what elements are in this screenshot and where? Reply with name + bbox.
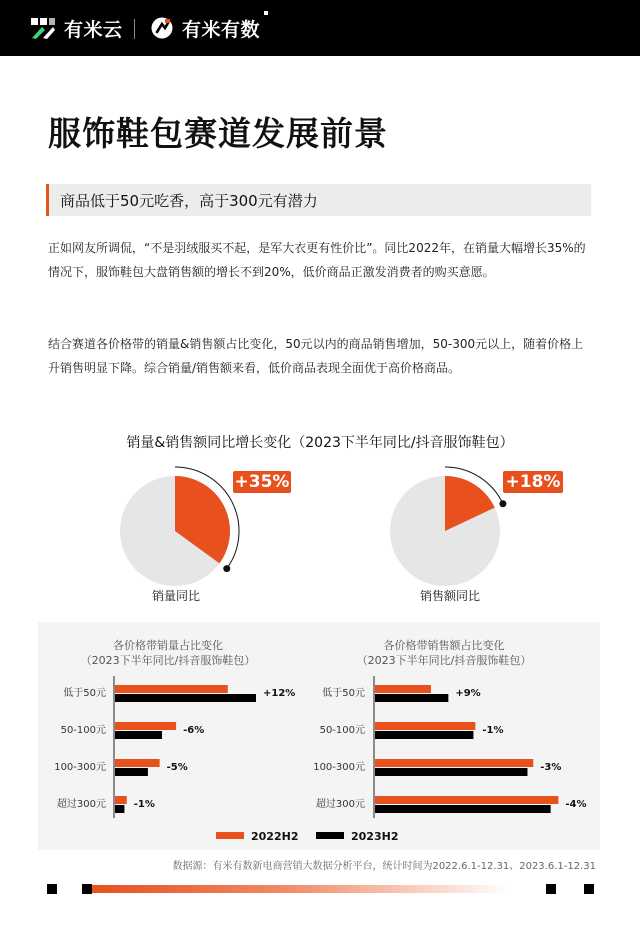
top-bar [0, 0, 640, 56]
legend-2023h2-swatch [316, 832, 344, 839]
legend-2022h2-swatch [216, 832, 244, 839]
footer-square-right-2 [584, 884, 594, 894]
youmiyoushu-logo-icon [150, 16, 174, 40]
bar2-change-label: -4% [565, 799, 587, 810]
bar-charts-svg [38, 622, 600, 850]
legend-2023h2-label: 2023H2 [351, 830, 399, 843]
pie1-badge: +35% [234, 472, 290, 492]
bar1-2022h2-bar [115, 796, 127, 804]
pie2-indicator-dot [499, 500, 506, 507]
brand2-name [182, 15, 260, 42]
bar2-category-label: 100-300元 [313, 762, 365, 773]
footer-gradient-bar [92, 885, 512, 893]
bar2-change-label: -3% [540, 762, 562, 773]
bar2-2022h2-bar [375, 685, 431, 693]
pie2-badge: +18% [503, 471, 563, 493]
footer-square-left-2 [82, 884, 92, 894]
bar2-subtitle: （2023下半年同比/抖音服饰鞋包） [356, 654, 532, 667]
brand2-dot [264, 11, 268, 15]
bar1-title: 各价格带销量占比变化 [113, 639, 223, 652]
bar2-2022h2-bar [375, 759, 533, 767]
legend-2022h2-label: 2022H2 [251, 830, 299, 843]
bar1-category-label: 100-300元 [54, 762, 106, 773]
footnote: 数据源：有米有数新电商营销大数据分析平台，统计时间为2022.6.1-12.31、2023.6.1-12.31 [172, 861, 596, 872]
pie-chart-title: 销量&销售额同比增长变化（2023下半年同比/抖音服饰鞋包） [126, 435, 514, 451]
brand-separator [134, 19, 135, 39]
bar2-category-label: 超过300元 [315, 799, 365, 810]
brand1-name: 有米云 [64, 18, 123, 41]
bar1-2023h2-bar [115, 805, 124, 813]
bar1-change-label: -6% [183, 725, 205, 736]
youmiyun-logo-icon [30, 15, 56, 41]
bar1-change-label: -1% [133, 799, 155, 810]
brand-youmiyun [30, 0, 123, 56]
paragraph-1: 正如网友所调侃，“不是羽绒服买不起，是军大衣更有性价比”。同比2022年，在销量大幅增长35%的情况下，服饰鞋包大盘销售额的增长不到20%，低价商品正激发消费者的购买意愿。 [48, 241, 586, 279]
pie1-indicator-dot [223, 565, 230, 572]
bar1-2022h2-bar [115, 759, 160, 767]
bar2-2023h2-bar [375, 694, 448, 702]
paragraph-2: 结合赛道各价格带的销量&销售额占比变化，50元以内的商品销售增加，50-300元以上，随着价格上升销售明显下降。综合销量/销售额来看，低价商品表现全面优于高价格商品。 [48, 337, 584, 375]
bar2-2022h2-bar [375, 722, 475, 730]
subtitle-accent-bar [46, 184, 49, 216]
bar1-category-label: 50-100元 [60, 725, 106, 736]
bar1-2022h2-bar [115, 722, 176, 730]
bar2-change-label: -1% [482, 725, 504, 736]
pie1-label: 销量同比 [151, 589, 200, 603]
subtitle-text: 商品低于50元吃香，高于300元有潜力 [60, 192, 318, 210]
bar1-2023h2-bar [115, 694, 256, 702]
bar2-category-label: 低于50元 [322, 688, 365, 699]
bar1-category-label: 低于50元 [63, 688, 106, 699]
bar1-category-label: 超过300元 [56, 799, 106, 810]
footer-square-right [546, 884, 556, 894]
subtitle-box [46, 184, 591, 216]
brand2-text: 有米有数 [182, 18, 261, 41]
bar-charts-panel [38, 622, 600, 850]
bar2-2023h2-bar [375, 731, 473, 739]
bar2-category-label: 50-100元 [319, 725, 365, 736]
page-title: 服饰鞋包赛道发展前景 [48, 114, 388, 153]
brand-youmiyoushu [150, 0, 260, 56]
bar2-change-label: +9% [455, 688, 481, 699]
bar1-change-label: -5% [166, 762, 188, 773]
bar2-2023h2-bar [375, 805, 551, 813]
bar1-2023h2-bar [115, 731, 162, 739]
bar1-2023h2-bar [115, 768, 148, 776]
bar2-2022h2-bar [375, 796, 558, 804]
bar2-title: 各价格带销售额占比变化 [383, 639, 505, 652]
footer-square-left [47, 884, 57, 894]
bar2-2023h2-bar [375, 768, 527, 776]
bar1-change-label: +12% [263, 688, 296, 699]
bar1-2022h2-bar [115, 685, 228, 693]
bar1-subtitle: （2023下半年同比/抖音服饰鞋包） [80, 654, 256, 667]
pie2-label: 销售额同比 [419, 589, 480, 603]
